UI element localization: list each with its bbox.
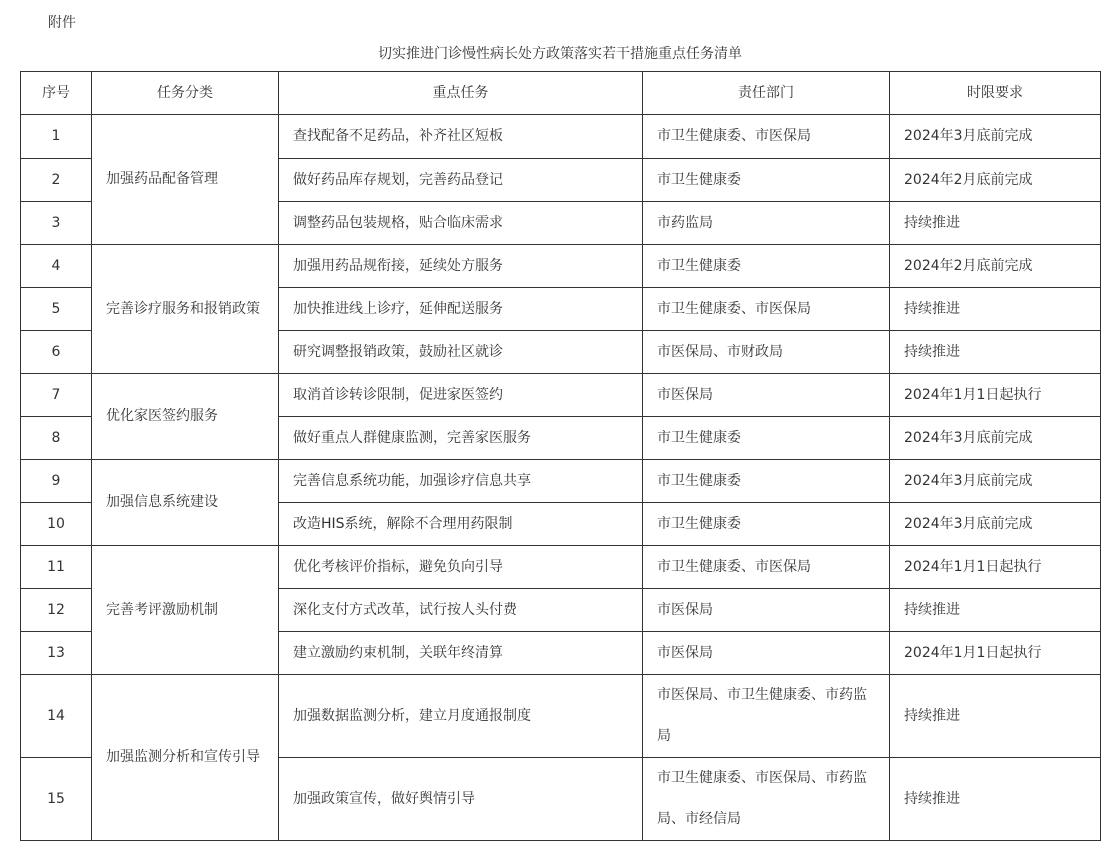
header-task: 重点任务 (279, 72, 643, 115)
deadline-cell: 持续推进 (890, 331, 1101, 374)
row-no: 11 (21, 546, 92, 589)
task-cell: 加强政策宣传，做好舆情引导 (279, 758, 643, 841)
task-cell: 完善信息系统功能，加强诊疗信息共享 (279, 460, 643, 503)
task-cell: 建立激励约束机制，关联年终清算 (279, 632, 643, 675)
category-cell: 完善诊疗服务和报销政策 (92, 245, 279, 374)
table-header-row (21, 72, 1101, 115)
row-no: 14 (21, 675, 92, 758)
deadline-cell: 持续推进 (890, 589, 1101, 632)
dept-cell: 市卫生健康委、市医保局、市药监局、市经信局 (643, 758, 890, 841)
table-row (21, 245, 1101, 288)
dept-cell: 市卫生健康委 (643, 159, 890, 202)
dept-cell: 市医保局、市财政局 (643, 331, 890, 374)
category-cell: 加强监测分析和宣传引导 (92, 675, 279, 841)
deadline-cell: 持续推进 (890, 758, 1101, 841)
deadline-cell: 2024年2月底前完成 (890, 159, 1101, 202)
row-no: 1 (21, 115, 92, 159)
deadline-cell: 持续推进 (890, 202, 1101, 245)
row-no: 13 (21, 632, 92, 675)
row-no: 6 (21, 331, 92, 374)
task-cell: 做好重点人群健康监测，完善家医服务 (279, 417, 643, 460)
deadline-cell: 2024年3月底前完成 (890, 115, 1101, 159)
table-row (21, 374, 1101, 417)
dept-cell: 市卫生健康委、市医保局 (643, 546, 890, 589)
row-no: 8 (21, 417, 92, 460)
deadline-cell: 持续推进 (890, 288, 1101, 331)
task-cell: 改造HIS系统，解除不合理用药限制 (279, 503, 643, 546)
row-no: 15 (21, 758, 92, 841)
task-cell: 取消首诊转诊限制，促进家医签约 (279, 374, 643, 417)
task-cell: 调整药品包装规格，贴合临床需求 (279, 202, 643, 245)
header-no: 序号 (21, 72, 92, 115)
deadline-cell: 2024年3月底前完成 (890, 503, 1101, 546)
header-dept: 责任部门 (643, 72, 890, 115)
row-no: 10 (21, 503, 92, 546)
deadline-cell: 2024年1月1日起执行 (890, 374, 1101, 417)
dept-cell: 市医保局 (643, 374, 890, 417)
deadline-cell: 持续推进 (890, 675, 1101, 758)
header-deadline: 时限要求 (890, 72, 1101, 115)
task-cell: 优化考核评价指标，避免负向引导 (279, 546, 643, 589)
deadline-cell: 2024年3月底前完成 (890, 417, 1101, 460)
row-no: 4 (21, 245, 92, 288)
row-no: 7 (21, 374, 92, 417)
task-cell: 研究调整报销政策，鼓励社区就诊 (279, 331, 643, 374)
row-no: 9 (21, 460, 92, 503)
task-cell: 深化支付方式改革，试行按人头付费 (279, 589, 643, 632)
task-cell: 查找配备不足药品，补齐社区短板 (279, 115, 643, 159)
category-cell: 优化家医签约服务 (92, 374, 279, 460)
row-no: 3 (21, 202, 92, 245)
dept-cell: 市卫生健康委、市医保局 (643, 288, 890, 331)
task-cell: 做好药品库存规划，完善药品登记 (279, 159, 643, 202)
dept-cell: 市卫生健康委、市医保局 (643, 115, 890, 159)
dept-cell: 市卫生健康委 (643, 417, 890, 460)
deadline-cell: 2024年2月底前完成 (890, 245, 1101, 288)
header-category: 任务分类 (92, 72, 279, 115)
task-table (20, 71, 1101, 841)
dept-cell: 市医保局 (643, 589, 890, 632)
row-no: 12 (21, 589, 92, 632)
document-title: 切实推进门诊慢性病长处方政策落实若干措施重点任务清单 (378, 46, 742, 62)
row-no: 5 (21, 288, 92, 331)
category-cell: 加强药品配备管理 (92, 115, 279, 245)
table-row (21, 460, 1101, 503)
deadline-cell: 2024年1月1日起执行 (890, 632, 1101, 675)
task-cell: 加快推进线上诊疗，延伸配送服务 (279, 288, 643, 331)
dept-cell: 市药监局 (643, 202, 890, 245)
category-cell: 完善考评激励机制 (92, 546, 279, 675)
task-cell: 加强用药品规衔接，延续处方服务 (279, 245, 643, 288)
table-row (21, 675, 1101, 758)
task-cell: 加强数据监测分析，建立月度通报制度 (279, 675, 643, 758)
table-row (21, 546, 1101, 589)
deadline-cell: 2024年3月底前完成 (890, 460, 1101, 503)
attachment-label: 附件 (48, 15, 76, 31)
dept-cell: 市医保局、市卫生健康委、市药监局 (643, 675, 890, 758)
dept-cell: 市卫生健康委 (643, 503, 890, 546)
dept-cell: 市卫生健康委 (643, 245, 890, 288)
deadline-cell: 2024年1月1日起执行 (890, 546, 1101, 589)
dept-cell: 市医保局 (643, 632, 890, 675)
dept-cell: 市卫生健康委 (643, 460, 890, 503)
row-no: 2 (21, 159, 92, 202)
category-cell: 加强信息系统建设 (92, 460, 279, 546)
table-row (21, 115, 1101, 159)
